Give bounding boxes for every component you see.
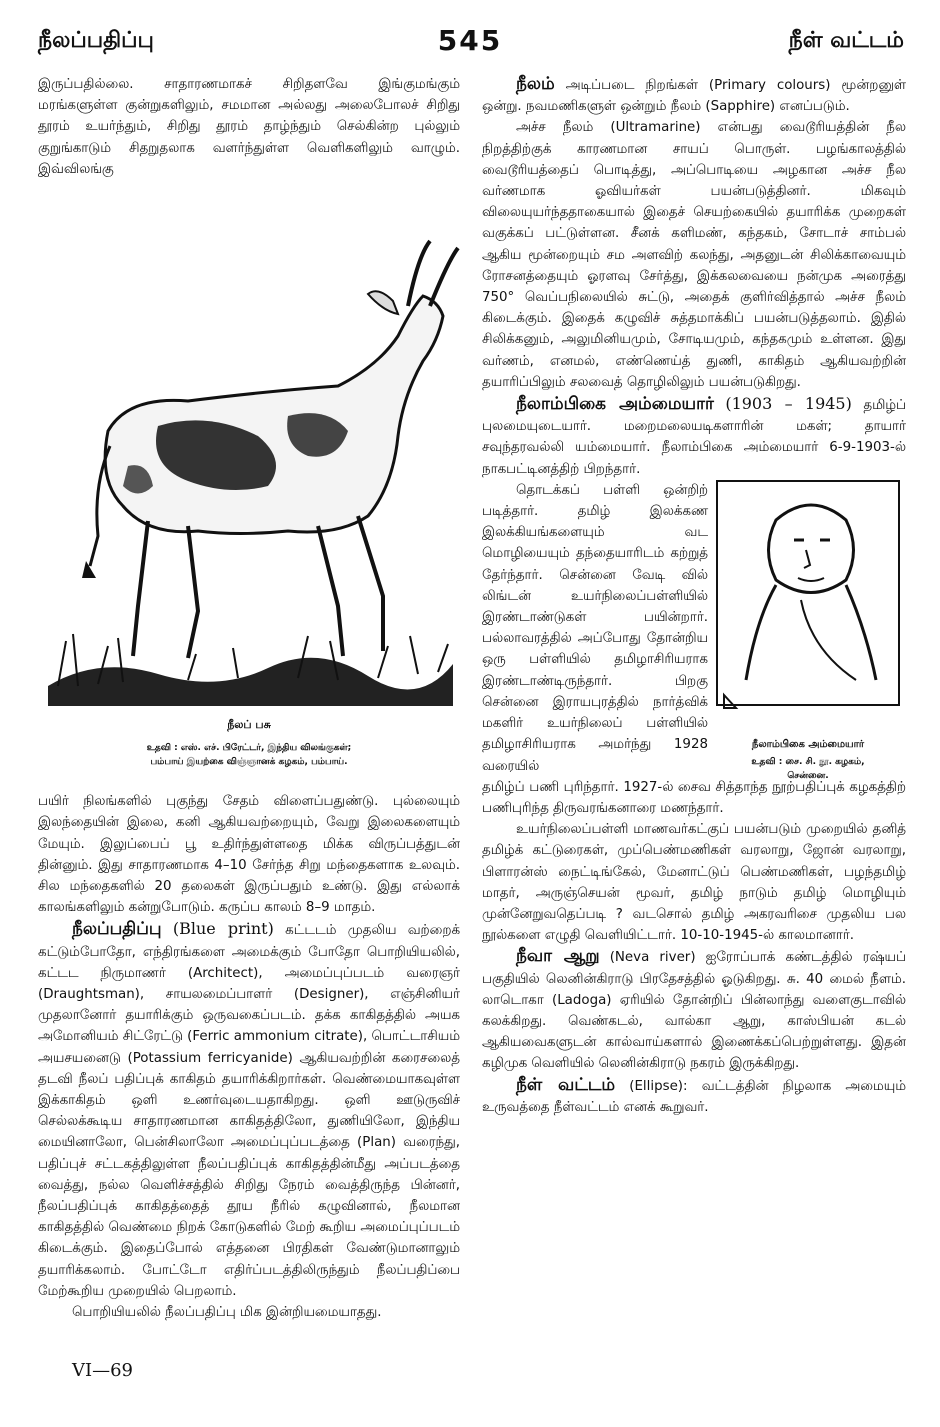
portrait-image	[716, 480, 900, 730]
portrait-credit	[710, 755, 906, 783]
right-column	[482, 74, 906, 1118]
portrait-credit-line-2: சென்னை.	[787, 771, 829, 782]
entry-heading-neelam: நீலம்	[516, 74, 555, 94]
left-column	[38, 74, 460, 1323]
figure-credit	[38, 741, 460, 769]
entry-neva-river	[482, 946, 906, 1074]
portrait-figure	[710, 480, 906, 783]
entry-years-neelambikai: (1903 – 1945)	[725, 394, 852, 414]
entry-body-ellipse: (Ellipse): வட்டத்தின் நிழலாக அமையும் உருவத்தை நீள்வட்டம் எனக் கூறுவர்.	[482, 1078, 906, 1115]
entry-blueprint	[38, 918, 460, 1302]
paragraph-blueprint-importance: பொறியியலில் நீலப்பதிப்பு மிக இன்றியமையாதது.	[72, 1305, 382, 1321]
running-head-right: நீள் வட்டம்	[788, 28, 904, 53]
paragraph-works: உயர்நிலைப்பள்ளி மாணவர்கட்குப் பயன்படும் முறையில் தனித் தமிழ்க் கட்டுரைகள், முப்பெண்மணிகள் வரலாறு, ஜோன் வரலாறு, பிளாரன்ஸ் நைட்டிங்கேல், மேனாட்டுப் பெண்மணிகள், பழந்தமிழ் மாதர், அருஞ்செயன் மூவர், தமிழ் நாடும் தமிழ் மொழியும் முன்னேறுவதெப்படி ? வடசொல் தமிழ் அகரவரிசை முதலிய பல நூல்களை எழுதி வெளியிட்டார். 10-10-1945-ல் காலமானார்.	[482, 822, 906, 944]
paragraph-marriage: தமிழ்ப் பணி புரிந்தார். 1927-ல் சைவ சித்தாந்த நூற்பதிப்புக் கழகத்திற் பணிபுரிந்த திருவரங்கனாரை மணந்தார்.	[482, 779, 906, 816]
entry-heading-ellipse: நீள் வட்டம்	[516, 1074, 616, 1095]
entry-heading-blueprint: நீலப்பதிப்பு	[72, 919, 162, 940]
entry-heading-neva: நீவா ஆறு	[516, 946, 600, 967]
nilgai-illustration	[38, 186, 460, 706]
figure-caption: நீலப் பசு	[227, 718, 271, 732]
entry-neelam	[482, 74, 906, 117]
entry-body-neelambikai: தமிழ்ப் புலமையுடையார். மறைமலையடிகளாரின் மகள்; தாயார் சவுந்தரவல்லி யம்மையார். நீலாம்பிகை அம்மையார் 6-9-1903-ல் நாகபட்டினத்திற் பிறந்தார்.	[482, 398, 906, 477]
entry-body-neelam: அடிப்படை நிறங்கள் (Primary colours) மூன்றனுள் ஒன்று. நவமணிகளுள் ஒன்றும் நீலம் (Sapphire) எனப்படும்.	[482, 78, 906, 115]
paragraph-animal-habitat: இருப்பதில்லை. சாதாரணமாகச் சிறிதளவே இங்குமங்கும் மரங்களுள்ள குன்றுகளிலும், சமமான அல்லது அலைபோலச் சிறிது தூரம் உயர்ந்தும், சிறிது தூரம் தாழ்ந்தும் செல்கின்ற புல்லும் குறுங்காடும் சிதறுதலாக வளர்ந்துள்ள வெளிகளிலும் வாழும். இவ்விலங்கு	[38, 77, 460, 177]
entry-ellipse	[482, 1075, 906, 1118]
entry-body-neva: (Neva river) ஐரோப்பாக் கண்டத்தில் ரஷ்யப் பகுதியில் லெனின்கிராடு பிரதேசத்தில் ஓடுகிறது. சு. 40 மைல் நீளம். லாடொகா (Ladoga) ஏரியில் தோன்றிப் பின்லாந்து வளைகுடாவில் கலக்கிறது. வெண்கடல், வால்கா ஆறு, காஸ்பியன் கடல் ஆகியவைகளுடன் கால்வாய்களால் இணைக்கப்பெற்றுள்ளது. இதன் கழிமுக வெளியில் லெனின்கிராடு நகரம் இருக்கிறது.	[482, 950, 907, 1072]
signature-mark: VI—69	[72, 1360, 134, 1381]
figure-credit-line-2: பம்பாய் இயற்கை விஞ்ஞானக் கழகம், பம்பாய்.	[150, 757, 348, 768]
entry-body-blueprint: கட்டடம் முதலிய வற்றைக் கட்டும்போதோ, எந்திரங்களை அமைக்கும் போதோ பொறியியலில், கட்டட நிருமாணர் (Architect), அமைப்புப்படம் வரைஞர் (Draughtsman), சாயலமைப்பாளர் (Designer), எஞ்சினியர் முதலானோர் தயாரிக்கும் ஒருவகைப்படம். தக்க காகிதத்தில் அயக அமோனியம் சிட்ரேட்டு (Ferric ammonium citrate), பொட்டாசியம் அயசயனைடு (Potassium ferricyanide) ஆகியவற்றின் கரைசலைத் தடவி நீலப் பதிப்புக் காகிதம் தயாரிக்கிறார்கள். வெண்மையாகவுள்ள இக்காகிதம் ஒளி உணர்வுடையதாகிறது. ஒளி ஊடுருவிச் செல்லக்கூடிய சாதாரணமான காகிதத்திலோ, துணியிலோ, இந்திய மையினாலோ, பென்சிலாலோ அமைப்புப்படத்தை (Plan) வரைந்து, பதிப்புச் சட்டகத்திலுள்ள நீலப்பதிப்புக் காகிதத்தின்மீது அப்படத்தை வைத்து, நல்ல வெளிச்சத்தில் சிறிது நேரம் வைத்திருந்த பின்னர், நீலப்பதிப்புக் காகிதத்தைத் தூய நீரில் கழுவினால், நீலமான காகிதத்தில் வெண்மை நிறக் கோடுகளில் மேற் கூறிய அமைப்புப்படம் கிடைக்கும். இதைப்போல் எத்தனை பிரதிகள் வேண்டுமானாலும் தயாரிக்கலாம். போட்டோ எதிர்ப்படத்திலிருந்தும் நீலப்பதிப்பை மேற்கூறிய முறையில் பெறலாம்.	[38, 923, 461, 1299]
entry-neelambikai	[482, 393, 906, 480]
paragraph-education: தொடக்கப் பள்ளி ஒன்றிற் படித்தார். தமிழ் இலக்கண இலக்கியங்களையும் வட மொழியையும் தந்தையாரிடம் கற்றுத் தேர்ந்தார். சென்னை வேடி வில் லிங்டன் உயர்நிலைப்பள்ளியில் இரண்டாண்டுகள் பயின்றார். பல்லாவரத்தில் அப்போது தோன்றிய ஒரு பள்ளியில் தமிழாசிரியராக இரண்டாண்டிருந்தார். பிறகு சென்னை இராயபுரத்தில் நார்த்விக் மகளிர் உயர்நிலைப் பள்ளியில் தமிழாசிரியராக அமர்ந்து 1928 வரையில்	[482, 482, 708, 774]
nilgai-drawing	[38, 186, 460, 706]
portrait-caption: நீலாம்பிகை அம்மையார்	[751, 738, 865, 750]
paragraph-animal-feeding: பயிர் நிலங்களில் புகுந்து சேதம் விளைப்பதுண்டு. புல்லையும் இலந்தையின் இலை, கனி ஆகியவற்றையும், வேறு இலைகளையும் மேயும். இலுப்பைப் பூ உதிர்ந்துள்ளதை மிக்க விருப்பத்துடன் தின்னும். இது சாதாரணமாக 4–10 சேர்ந்த சிறு மந்தைகளாக உலவும். சில மந்தைகளில் 20 தலைகள் இருப்பதும் உண்டு. இது எல்லாக் காலங்களிலும் கன்றுபோடும். கருப்ப காலம் 8–9 மாதம்.	[38, 794, 460, 916]
paragraph-ultramarine: அச்ச நீலம் (Ultramarine) என்பது வைடூரியத்தின் நீல நிறத்திற்குக் காரணமான சாயப் பொருள். பழங்காலத்தில் வைடூரியத்தைப் பொடித்து, அப்பொடியை அழகான அச்ச நீல வர்ணமாக ஓவியர்கள் பயன்படுத்தினர். மிகவும் விலையுயர்ந்ததாகையால் இதைச் செயற்கையில் தயாரிக்க முறைகள் வகுக்கப் பட்டுள்ளன. சீனக் களிமண், கந்தகம், சோடாச் சாம்பல் ஆகிய மூன்றையும் சம அளவிற் கலந்து, அதனுடன் சிலிக்காவையும் ரோசனத்தையும் ஓரளவு சேர்த்து, இக்கலவையை நன்முக அரைத்து 750° வெப்பநிலையில் சுட்டு, அதைக் குளிர்வித்தால் அச்ச நீலம் கிடைக்கும். இதைக் கழுவிச் சுத்தமாக்கிப் பயன்படுத்தலாம். இதில் சிலிக்கனும், அலுமினியமும், சோடியமும், கந்தகமும் உள்ளன. இது வர்ணம், எனமல், எண்ணெய்த் துணி, காகிதம் ஆகியவற்றின் தயாரிப்பிலும் சலவைத் தொழிலிலும் பயன்படுகிறது.	[482, 120, 906, 390]
portrait-drawing	[716, 480, 900, 730]
portrait-credit-line-1: உதவி : சை. சி. நூ. கழகம்,	[751, 757, 865, 768]
biography-with-portrait	[482, 480, 906, 782]
entry-english-blueprint: (Blue print)	[172, 919, 274, 939]
entry-heading-neelambikai: நீலாம்பிகை அம்மையார்	[516, 394, 714, 415]
running-head-left: நீலப்பதிப்பு	[38, 28, 154, 53]
figure-credit-line-1: உதவி : எஸ். எச். பிரேட்டர், இந்திய விலங்குகள்;	[146, 743, 352, 754]
page-header	[0, 22, 940, 62]
page-number: 545	[437, 24, 503, 57]
